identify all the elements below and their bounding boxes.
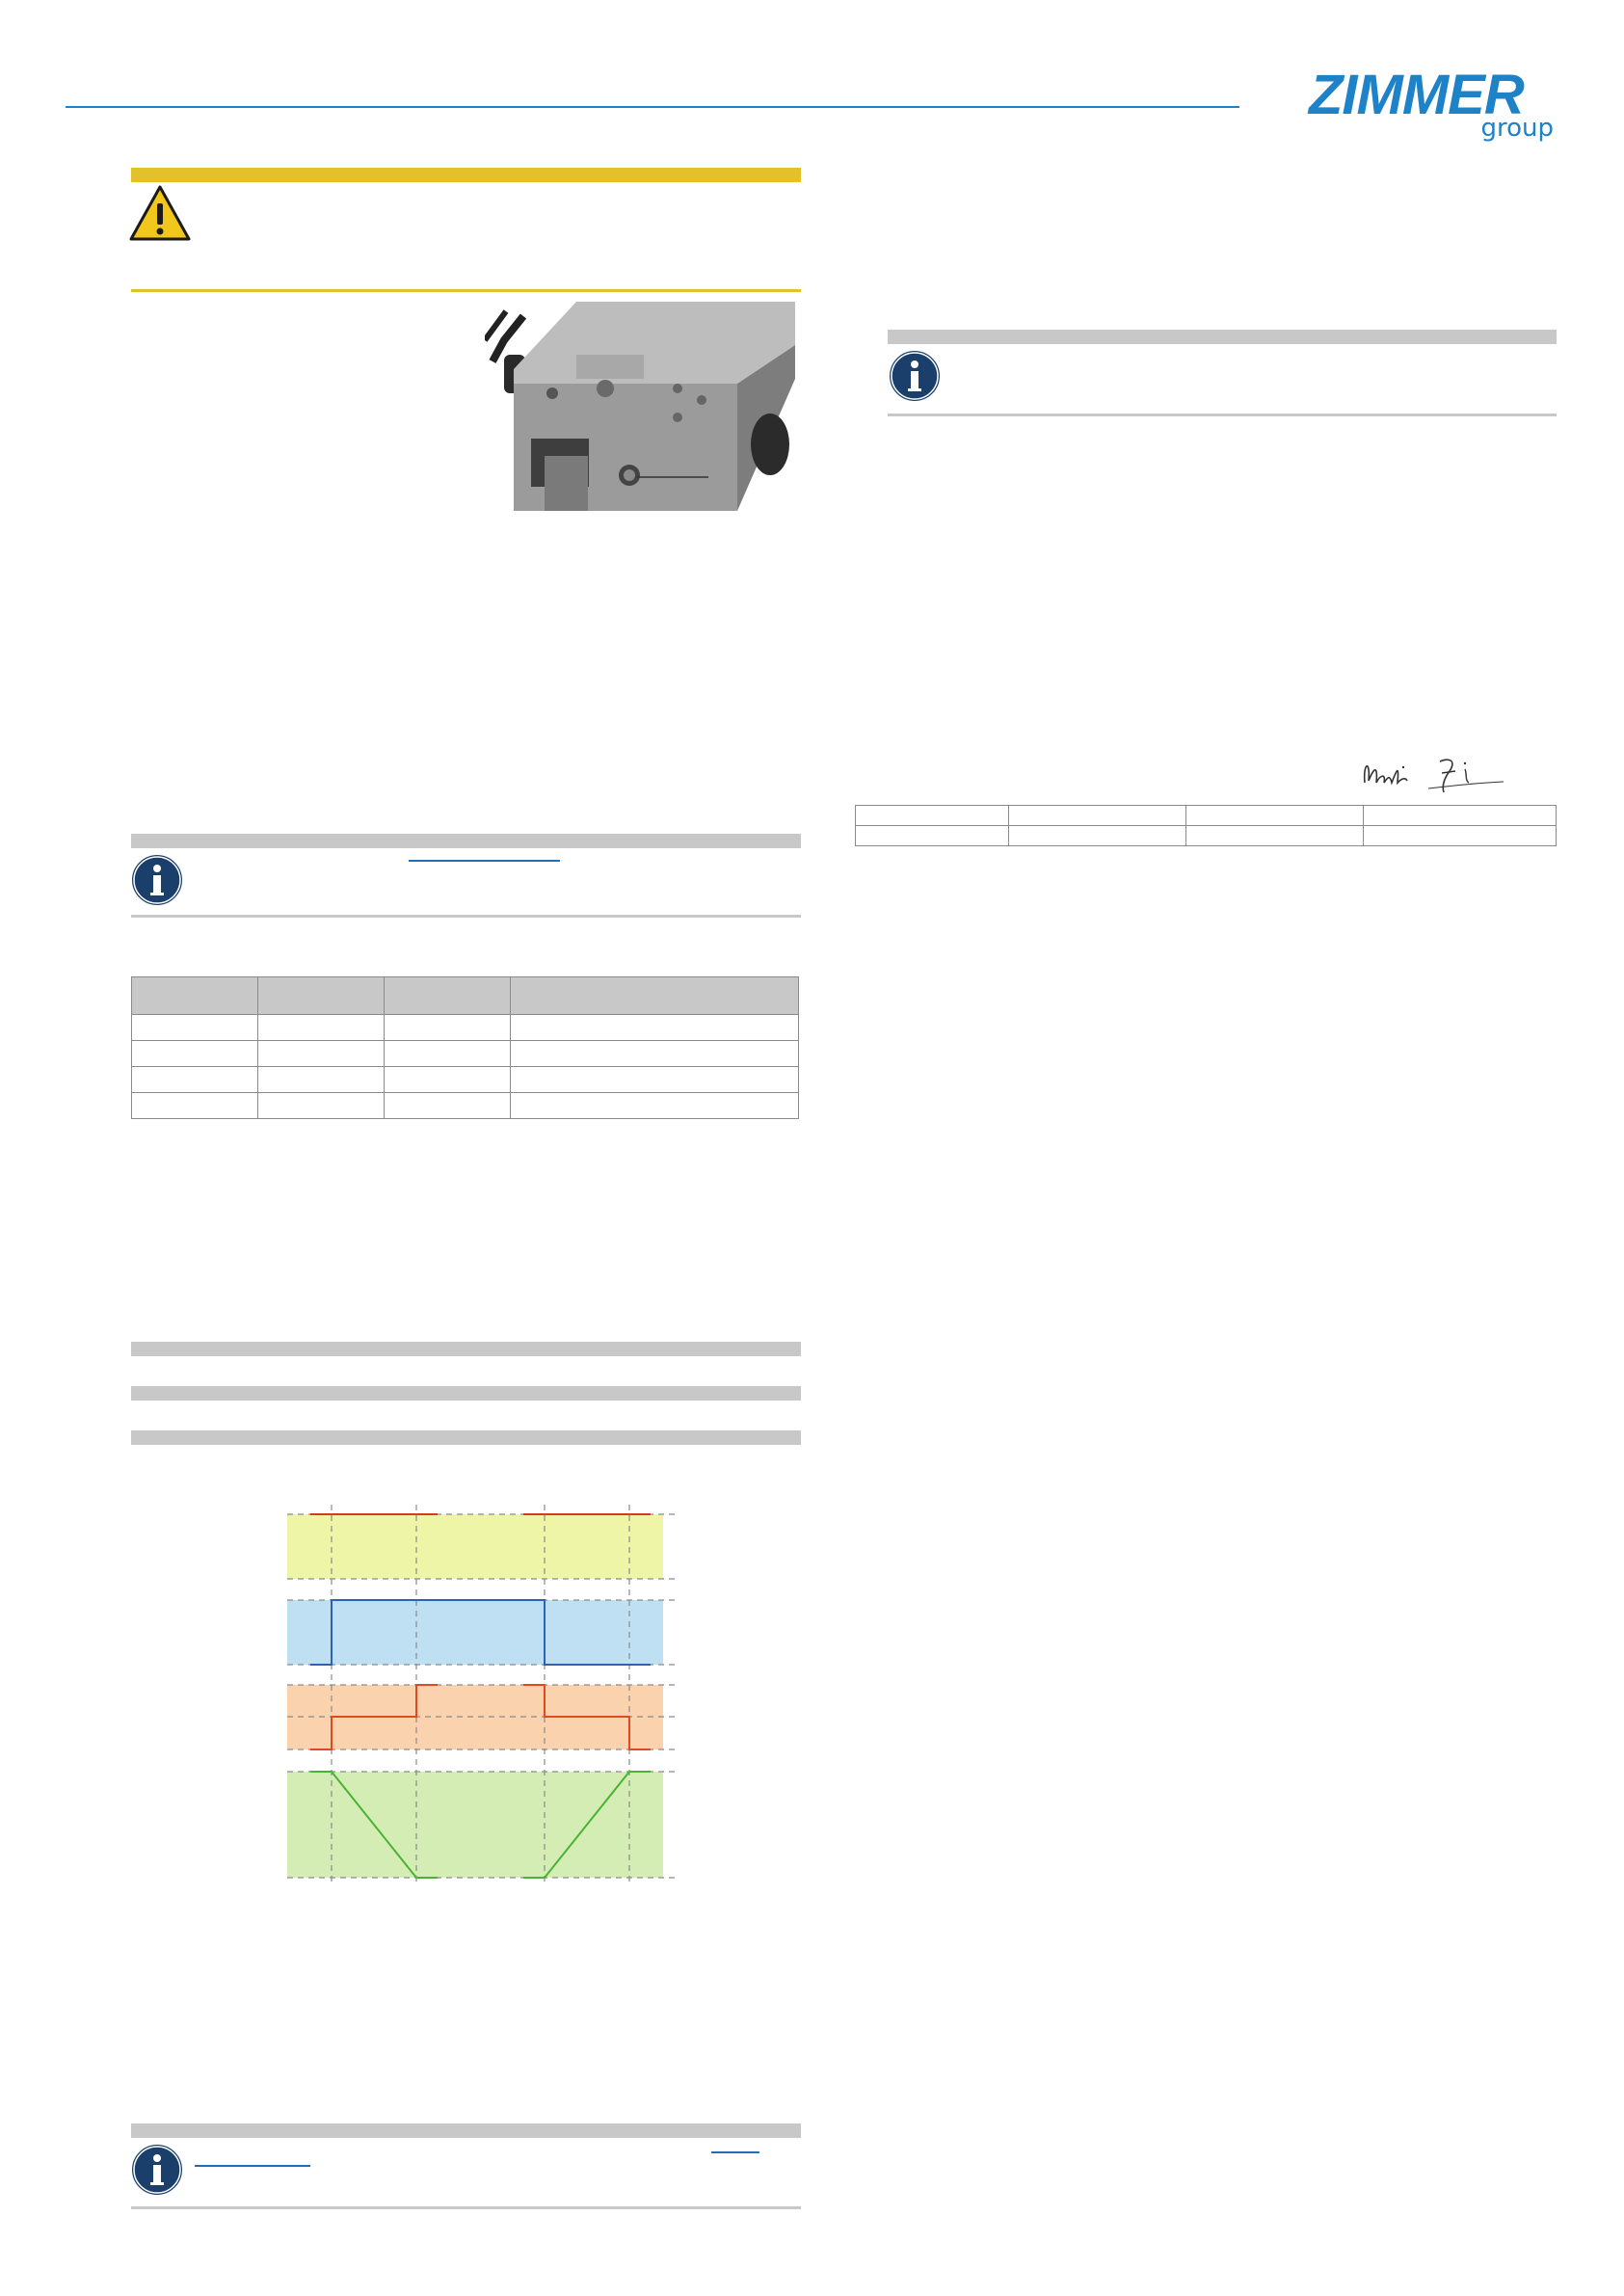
table-cell bbox=[856, 806, 1009, 826]
table-row bbox=[132, 1041, 799, 1067]
section-bar bbox=[131, 1342, 801, 1356]
table-row bbox=[132, 1067, 799, 1093]
table-header-cell bbox=[385, 977, 511, 1015]
table-cell bbox=[856, 826, 1009, 846]
table-cell bbox=[1364, 806, 1557, 826]
handwritten-signature bbox=[1361, 754, 1505, 797]
timing-diagram bbox=[280, 1501, 677, 1891]
table-cell bbox=[511, 1015, 799, 1041]
info-icon bbox=[887, 348, 943, 404]
table-row bbox=[132, 1015, 799, 1041]
table-cell bbox=[385, 1067, 511, 1093]
table-cell bbox=[385, 1015, 511, 1041]
table-cell bbox=[132, 1067, 258, 1093]
table-cell bbox=[258, 1067, 385, 1093]
table-cell bbox=[511, 1041, 799, 1067]
table-row bbox=[856, 806, 1557, 826]
warning-bar-bottom bbox=[131, 289, 801, 292]
info-rule-bottom-1 bbox=[131, 915, 801, 918]
info-icon bbox=[129, 852, 185, 908]
hyperlink-underline[interactable] bbox=[711, 2151, 759, 2153]
info-rule-bottom-2 bbox=[888, 414, 1557, 416]
table-cell bbox=[132, 1041, 258, 1067]
signature-table bbox=[855, 805, 1557, 846]
table-header-row bbox=[132, 977, 799, 1015]
table-row bbox=[856, 826, 1557, 846]
table-row bbox=[132, 1093, 799, 1119]
info-rule-bottom-3 bbox=[131, 2206, 801, 2209]
table-cell bbox=[132, 1015, 258, 1041]
info-bar-top-2 bbox=[888, 330, 1557, 344]
table-cell bbox=[258, 1015, 385, 1041]
logo-sub: group bbox=[1480, 114, 1554, 143]
table-cell bbox=[132, 1093, 258, 1119]
table-header-cell bbox=[258, 977, 385, 1015]
hyperlink-underline[interactable] bbox=[195, 2165, 310, 2167]
table-header-cell bbox=[511, 977, 799, 1015]
table-cell bbox=[258, 1093, 385, 1119]
header-rule bbox=[66, 106, 1239, 108]
zimmer-group-logo bbox=[1309, 64, 1559, 145]
table-cell bbox=[1186, 806, 1364, 826]
warning-bar-top bbox=[131, 168, 801, 182]
table-cell bbox=[385, 1093, 511, 1119]
table-cell bbox=[1009, 826, 1186, 846]
band-1 bbox=[287, 1514, 663, 1579]
table-cell bbox=[1009, 806, 1186, 826]
table-cell bbox=[258, 1041, 385, 1067]
table-cell bbox=[385, 1041, 511, 1067]
info-bar-top-1 bbox=[131, 834, 801, 848]
info-icon bbox=[129, 2142, 185, 2198]
table-cell bbox=[511, 1093, 799, 1119]
logo-brand: ZIMMER bbox=[1309, 64, 1524, 126]
info-bar-top-3 bbox=[131, 2123, 801, 2138]
warning-triangle-icon bbox=[129, 185, 191, 241]
section-bar bbox=[131, 1430, 801, 1445]
table-cell bbox=[511, 1067, 799, 1093]
table-cell bbox=[1186, 826, 1364, 846]
table-cell bbox=[1364, 826, 1557, 846]
product-photo bbox=[485, 302, 795, 511]
hyperlink-underline[interactable] bbox=[409, 860, 560, 862]
specification-table bbox=[131, 976, 799, 1119]
section-bar bbox=[131, 1386, 801, 1401]
table-header-cell bbox=[132, 977, 258, 1015]
band-2 bbox=[287, 1600, 663, 1665]
